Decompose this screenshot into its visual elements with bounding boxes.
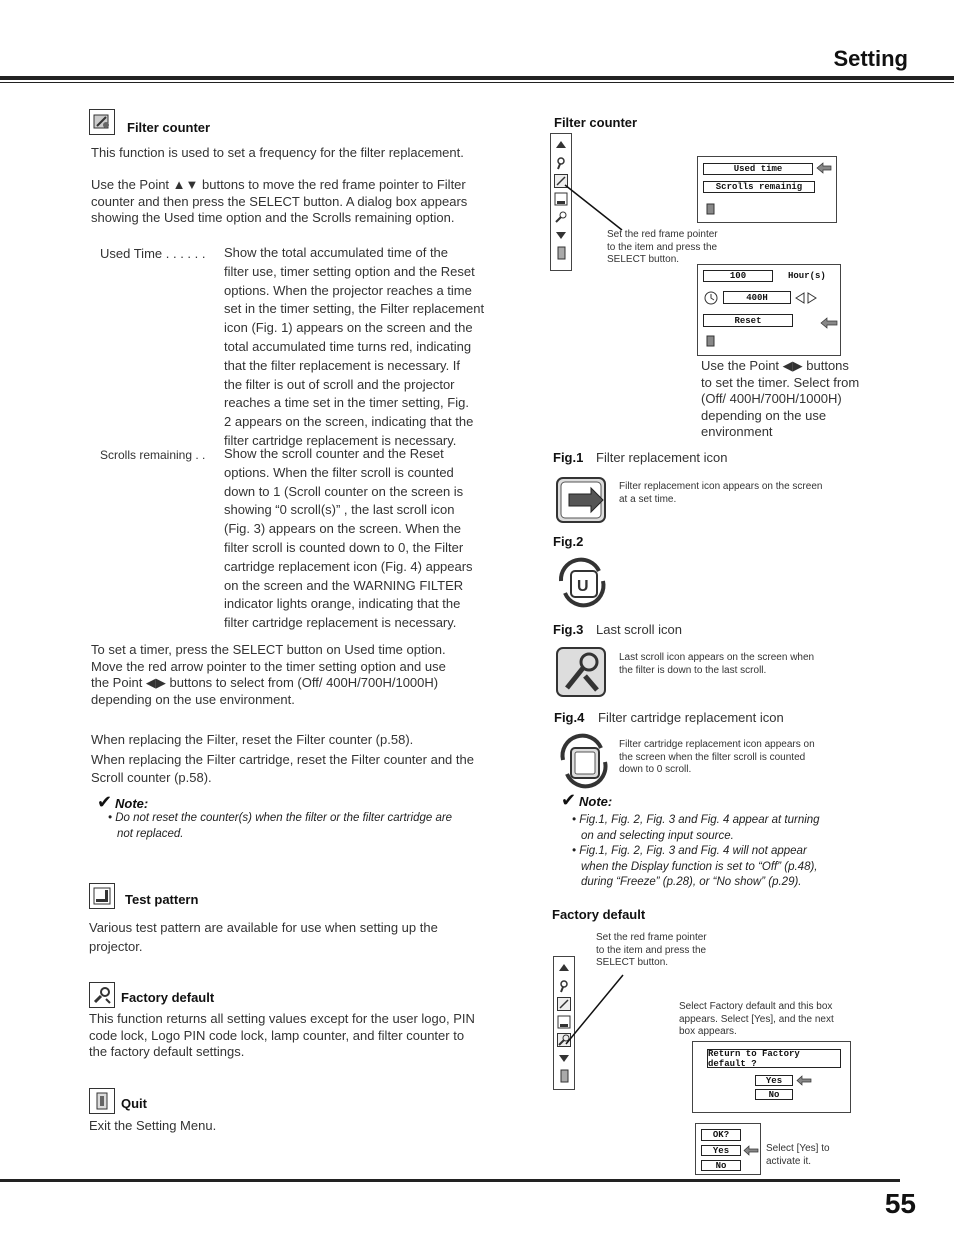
instructions-line: showing the Used time option and the Scrolls remaining option. [91, 210, 455, 225]
factory-default-text [89, 1011, 475, 1061]
scrolls-remaining-option[interactable]: Scrolls remainig [703, 181, 815, 193]
callout-line: to the item and press the [596, 944, 707, 956]
ok-no-button[interactable]: No [701, 1160, 741, 1171]
fig1-description [619, 481, 822, 506]
return-factory-question: Return to Factory default ? [707, 1049, 841, 1068]
desc-line: Show the scroll counter and the Reset [224, 446, 444, 461]
desc-line: filter cartridge replacement is necessary. [224, 432, 457, 448]
desc-line: options. When the filter scroll is counted [224, 464, 454, 480]
callout-line: Set the red frame pointer [596, 932, 707, 943]
scrolls-remaining-term: Scrolls remaining . . [100, 448, 206, 462]
para-line: depending on the use environment. [91, 691, 295, 707]
desc-line: Filter cartridge replacement icon appears on [619, 739, 815, 750]
quit-icon [89, 1088, 115, 1114]
checkmark-icon: ✔ [97, 792, 113, 812]
red-arrow-pointer-icon [820, 317, 838, 329]
note-heading: Note: [115, 796, 149, 811]
used-time-option[interactable]: Used time [703, 163, 813, 175]
note-line: not replaced. [117, 827, 184, 840]
desc-line: that the filter replacement is necessary. If [224, 357, 461, 373]
timer-dialog [697, 264, 841, 356]
quit-small-icon [706, 335, 716, 348]
page-number: 55 [884, 1188, 916, 1219]
note-line: during “Freeze” (p.28), or “No show” (p.29). [581, 876, 802, 888]
desc-line: filter cartridge replacement is necessary. [224, 615, 457, 631]
filter-cartridge-warning-icon [553, 553, 611, 611]
reset-cartridge-paragraph [91, 751, 474, 786]
ok-question: OK? [701, 1129, 741, 1141]
desc-line: 2 appears on the screen, indicating that the [224, 414, 474, 430]
desc-line: Use the Point ◀▶ buttons [701, 358, 849, 373]
desc-line: options. When the projector reaches a time [224, 282, 472, 298]
instructions-line: counter and then press the SELECT button. A dialog box appears [91, 193, 468, 209]
desc-line: Select Factory default and this box [679, 1001, 833, 1012]
up-arrow-icon [554, 138, 568, 152]
red-arrow-pointer-icon [816, 162, 832, 174]
para-line: code lock, Logo PIN code lock, lamp counter, and filter counter to [89, 1027, 465, 1043]
scrolls-remaining-description [224, 445, 519, 633]
note-text [108, 811, 452, 842]
filter-counter-intro: This function is used to set a frequency for the filter replacement. [91, 145, 464, 160]
desc-line: Last scroll icon appears on the screen when [619, 652, 815, 663]
test-pattern-heading: Test pattern [125, 892, 199, 907]
desc-line: environment [701, 424, 773, 439]
desc-line: the screen when the filter scroll is counted [619, 751, 806, 763]
filter-counter-heading: Filter counter [127, 120, 211, 135]
ok-dialog [695, 1123, 761, 1175]
desc-line: on the screen and the WARNING FILTER [224, 577, 464, 593]
callout-line: SELECT button. [596, 957, 669, 968]
factory-callout [596, 932, 707, 970]
instructions-line: Use the Point ▲▼ buttons to move the red frame pointer to Filter [91, 177, 466, 192]
para-line: the factory default settings. [89, 1044, 245, 1059]
quit-menu-icon [557, 1069, 571, 1083]
filter-counter-instructions [91, 177, 467, 227]
clock-icon [703, 290, 719, 306]
quit-small-icon [706, 203, 716, 215]
desc-line: cartridge replacement icon (Fig. 4) appears [224, 558, 473, 574]
note-line: when the Display function is set to “Off” (p.48), [581, 860, 818, 873]
desc-line: depending on the use [701, 407, 827, 423]
filter-counter-icon [89, 109, 115, 135]
reset-filter-paragraph: When replacing the Filter, reset the Filter counter (p.58). [91, 732, 414, 747]
left-right-arrows-icon[interactable] [795, 292, 817, 304]
activate-note [766, 1143, 830, 1168]
desc-line: box appears. [679, 1026, 737, 1037]
para-line: Move the red arrow pointer to the timer setting option and use [91, 658, 446, 674]
fig2-label: Fig.2 [553, 534, 584, 549]
desc-line: icon (Fig. 1) appears on the screen and the [224, 320, 473, 336]
desc-line: appears. Select [Yes], and the next [679, 1013, 834, 1025]
reset-option[interactable]: Reset [703, 314, 793, 327]
right-factory-default-heading: Factory default [552, 907, 646, 922]
para-line: To set a timer, press the SELECT button on Used time option. [91, 642, 446, 657]
desc-line: filter scroll is counted down to 0, the Filter [224, 539, 464, 555]
timer-setting-field[interactable]: 400H [723, 291, 791, 304]
fig1-label: Fig.1 [553, 450, 584, 465]
factory-default-heading: Factory default [121, 990, 215, 1005]
desc-line: (Off/ 400H/700H/1000H) [701, 391, 842, 406]
no-button[interactable]: No [755, 1089, 793, 1100]
timer-description [701, 358, 859, 441]
ok-yes-button[interactable]: Yes [701, 1145, 741, 1156]
fig3-caption: Last scroll icon [596, 622, 682, 637]
header-rule-thin [0, 82, 954, 83]
wrench-icon [554, 156, 568, 170]
red-arrow-pointer-icon [796, 1075, 812, 1086]
pointer-line [560, 970, 630, 1050]
desc-line: showing “0 scroll(s)” , the last scroll icon [224, 502, 455, 518]
desc-line: down to 0 scroll. [619, 764, 692, 775]
para-line: Various test pattern are available for use when setting up the [89, 920, 438, 935]
fig4-description [619, 739, 815, 777]
desc-line: reaches a time set in the timer setting, Fig. [224, 395, 469, 411]
return-factory-dialog [692, 1041, 851, 1113]
fig4-caption: Filter cartridge replacement icon [598, 710, 784, 725]
note-line: • Do not reset the counter(s) when the filter or the filter cartridge are [108, 812, 453, 824]
desc-line: at a set time. [619, 493, 677, 505]
quit-text: Exit the Setting Menu. [89, 1118, 217, 1133]
desc-line: the filter is down to the last scroll. [619, 664, 767, 676]
fig4-label: Fig.4 [554, 710, 585, 725]
callout-set-pointer [607, 229, 718, 267]
para-line: Scroll counter (p.58). [91, 769, 212, 785]
callout-line: to the item and press the [607, 241, 718, 253]
checkmark-icon: ✔ [561, 790, 577, 810]
timer-unit: Hour(s) [788, 271, 826, 281]
fig1-caption: Filter replacement icon [596, 450, 728, 465]
para-line: the Point ◀▶ buttons to select from (Off/ 400H/700H/1000H) [91, 675, 439, 690]
desc-line: to set the timer. Select from [701, 374, 860, 390]
desc-line: (Fig. 3) appears on the screen. When the [224, 521, 462, 537]
fig3-description [619, 652, 814, 677]
right-note-heading: Note: [579, 794, 613, 809]
red-arrow-pointer-icon [743, 1145, 759, 1156]
callout-line: Set the red frame pointer [607, 229, 718, 240]
right-note-text [572, 813, 820, 891]
right-filter-counter-heading: Filter counter [554, 115, 638, 130]
para-line: This function returns all setting values except for the user logo, PIN [89, 1011, 475, 1026]
test-pattern-text [89, 918, 438, 956]
timer-value-field: 100 [703, 270, 773, 282]
quit-menu-icon [554, 246, 568, 260]
factory-default-icon [89, 982, 115, 1008]
header-rule [0, 76, 954, 80]
down-arrow-icon [557, 1051, 571, 1065]
filter-cartridge-replacement-icon [555, 732, 613, 790]
note-line: • Fig.1, Fig. 2, Fig. 3 and Fig. 4 will not appear [572, 845, 807, 857]
desc-line: Show the total accumulated time of the [224, 245, 449, 260]
para-line: projector. [89, 939, 143, 954]
footer-rule [0, 1179, 900, 1182]
last-scroll-icon [553, 642, 611, 700]
desc-line: Select [Yes] to [766, 1143, 830, 1154]
svg-text:U: U [577, 578, 589, 595]
desc-line: the filter is out of scroll and the projector [224, 376, 455, 392]
para-line: When replacing the Filter cartridge, reset the Filter counter and the [91, 752, 474, 767]
filter-replacement-icon [553, 470, 611, 528]
desc-line: set in the timer setting, the Filter replacement [224, 301, 485, 317]
section-title: Setting [833, 46, 908, 71]
used-time-description [224, 244, 519, 451]
desc-line: activate it. [766, 1155, 812, 1167]
test-pattern-icon [89, 883, 115, 909]
quit-heading: Quit [121, 1096, 147, 1111]
timer-paragraph [91, 642, 446, 708]
pointer-line [560, 180, 630, 235]
note-line: on and selecting input source. [581, 829, 734, 842]
note-line: • Fig.1, Fig. 2, Fig. 3 and Fig. 4 appear at turning [572, 814, 820, 826]
desc-line: filter use, timer setting option and the Reset [224, 263, 475, 279]
filter-options-dialog [697, 156, 837, 223]
used-time-term: Used Time . . . . . . [100, 246, 206, 261]
yes-button[interactable]: Yes [755, 1075, 793, 1086]
factory-select-note [679, 1001, 834, 1039]
desc-line: down to 1 (Scroll counter on the screen is [224, 483, 464, 499]
fig3-label: Fig.3 [553, 622, 584, 637]
callout-line: SELECT button. [607, 254, 680, 265]
desc-line: indicator lights orange, indicating that the [224, 596, 461, 612]
desc-line: total accumulated time turns red, indicating [224, 338, 472, 354]
desc-line: Filter replacement icon appears on the screen [619, 481, 823, 492]
